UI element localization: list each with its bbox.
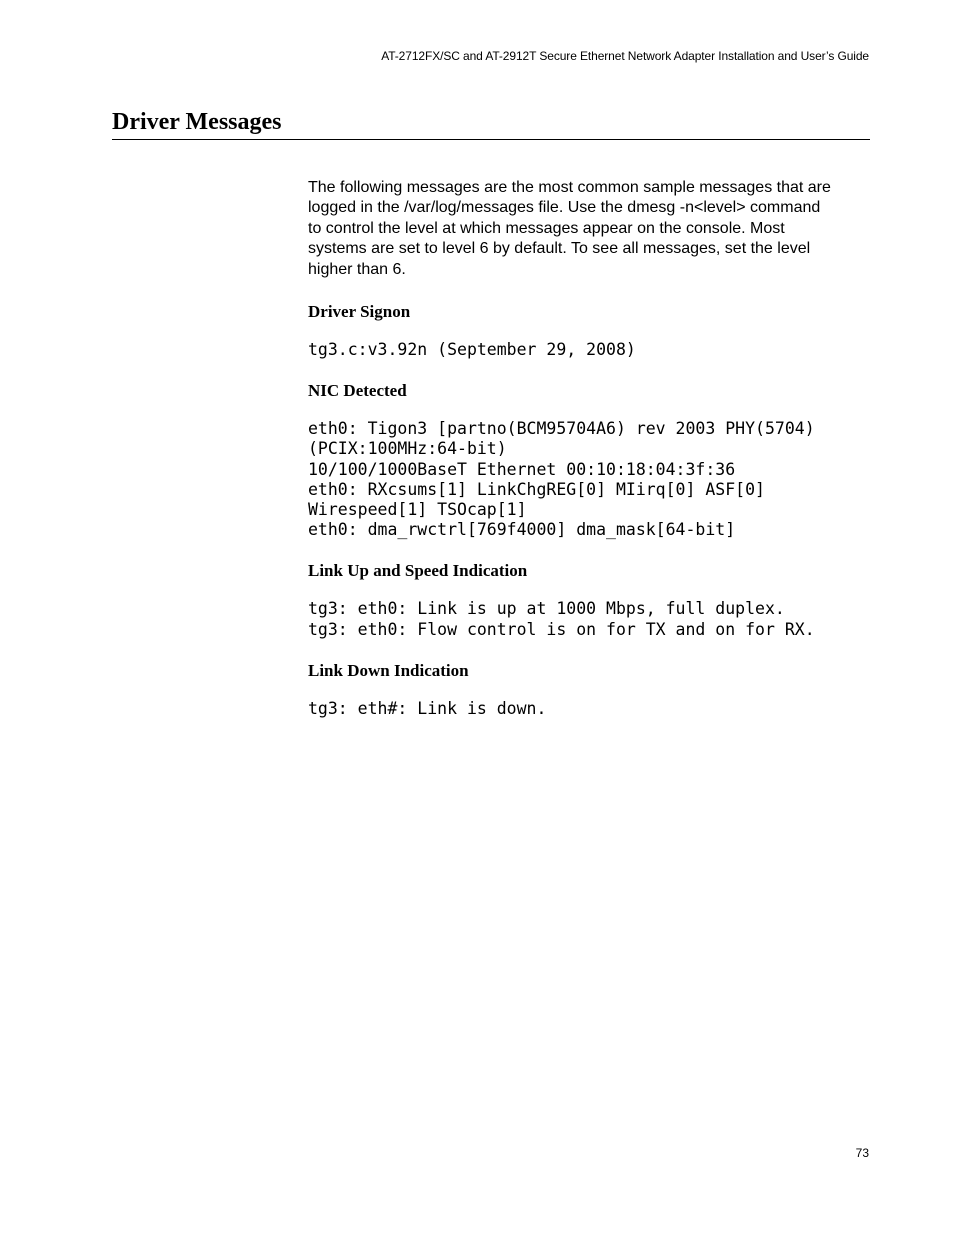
code-line: (PCIX:100MHz:64-bit) xyxy=(308,439,507,459)
code-line: eth0: RXcsums[1] LinkChgREG[0] MIirq[0] ASF[0] xyxy=(308,479,765,499)
heading-nic-detected: NIC Detected xyxy=(308,381,407,401)
heading-driver-signon: Driver Signon xyxy=(308,302,411,322)
code-line: tg3.c:v3.92n (September 29, 2008) xyxy=(308,340,636,360)
code-line: tg3: eth#: Link is down. xyxy=(308,698,547,718)
code-link-up xyxy=(308,599,870,639)
intro-line: logged in the /var/log/messages file. Use the dmesg -n<level> command xyxy=(308,199,821,217)
title-divider xyxy=(112,139,870,140)
code-nic-detected xyxy=(308,419,870,540)
code-line: 10/100/1000BaseT Ethernet 00:10:18:04:3f:36 xyxy=(308,459,736,479)
heading-link-up: Link Up and Speed Indication xyxy=(308,561,528,581)
intro-line: systems are set to level 6 by default. To see all messages, set the level xyxy=(308,240,811,258)
page-title: Driver Messages xyxy=(112,109,282,135)
code-line: eth0: Tigon3 [partno(BCM95704A6) rev 2003 PHY(5704) xyxy=(308,419,815,439)
heading-link-down: Link Down Indication xyxy=(308,660,469,680)
code-link-down xyxy=(308,699,870,719)
code-line: Wirespeed[1] TSOcap[1] xyxy=(308,500,527,520)
intro-paragraph xyxy=(308,178,870,280)
page-number: 73 xyxy=(855,1146,869,1160)
running-header: AT-2712FX/SC and AT-2912T Secure Ethernet Network Adapter Installation and User’s Guide xyxy=(381,49,869,63)
code-line: tg3: eth0: Link is up at 1000 Mbps, full duplex. xyxy=(308,599,785,619)
code-driver-signon xyxy=(308,340,870,360)
intro-line: The following messages are the most common sample messages that are xyxy=(308,179,831,196)
main-content xyxy=(308,178,870,719)
intro-line: higher than 6. xyxy=(308,260,406,278)
code-line: tg3: eth0: Flow control is on for TX and on for RX. xyxy=(308,619,815,639)
intro-line: to control the level at which messages appear on the console. Most xyxy=(308,219,785,237)
code-line: eth0: dma_rwctrl[769f4000] dma_mask[64-bit] xyxy=(308,520,736,540)
